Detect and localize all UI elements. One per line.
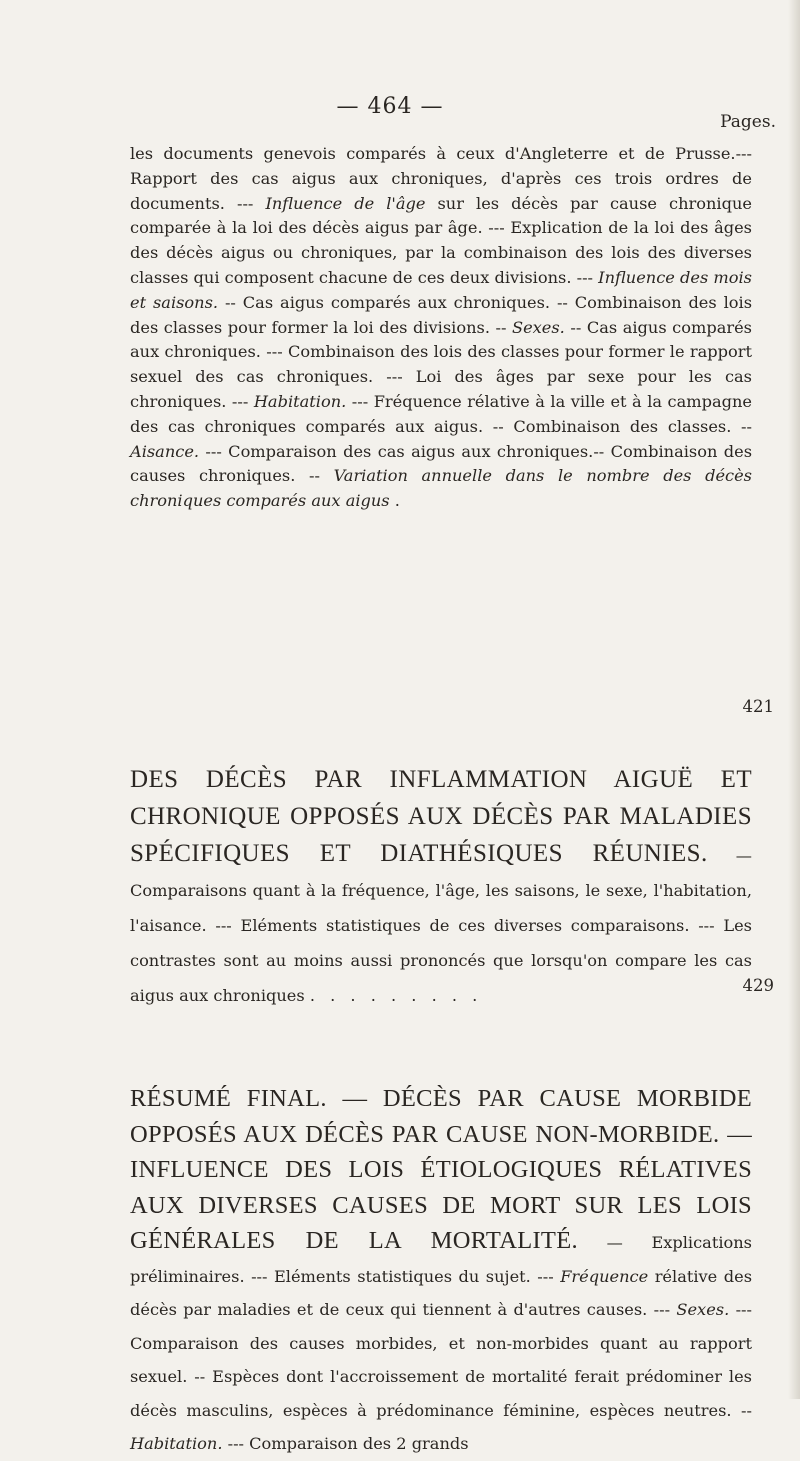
text-run: --- Comparaison des 2 grands: [222, 1434, 469, 1453]
italic-run: Variation annuelle dans le nombre des décès chroniques comparés aux aigus: [130, 466, 752, 511]
text-run: .: [389, 491, 400, 511]
toc-entry-continued: [130, 142, 752, 514]
section-heading: RÉSUMÉ FINAL. — DÉCÈS PAR CAUSE MORBIDE OPPOSÉS AUX DÉCÈS PAR CAUSE NON-MORBIDE. — INFLUENCE DES LOIS ÉTIOLOGIQUES RÉLATIVES AUX DIVERSES CAUSES DE MORT SUR LES LOIS GÉNÉRALES DE LA MORTALITÉ.: [130, 1085, 752, 1254]
italic-run: Fréquence: [560, 1266, 649, 1286]
italic-run: Habitation.: [253, 391, 347, 411]
italic-run: Sexes.: [511, 317, 565, 337]
section-heading: DES DÉCÈS PAR INFLAMMATION AIGUË ET CHRONIQUE OPPOSÉS AUX DÉCÈS PAR MALADIES SPÉCIFIQUES ET DIATHÉSIQUES RÉUNIES.: [130, 766, 752, 867]
text-run: rélative des décès par maladies et de ceux qui tiennent à d'autres causes. ---: [130, 1266, 752, 1319]
text-run: — Explications préliminaires. --- Eléments statistiques du sujet. ---: [130, 1233, 752, 1286]
italic-run: Sexes.: [676, 1300, 730, 1319]
text-run: -- Cas aigus comparés aux chroniques. --- Combinaison des lois des classes pour former le rapport sexuel des cas chroniques. --- Loi des âges par sexe pour les cas chroniques. ---: [130, 317, 752, 411]
text-run: sur les décès par cause chronique comparée à la loi des décès aigus par âge. --- Explication de la loi des âges des décès aigus ou chroniques, par la combinaison des lois des diverses classes qui composent chacune de ces deux divisions. ---: [130, 193, 752, 287]
section-text: [130, 762, 752, 1013]
page-number: — 464 —: [336, 94, 444, 119]
italic-run: Influence des mois et saisons.: [130, 267, 752, 312]
italic-run: Aisance.: [130, 441, 200, 461]
text-run: --- Comparaison des causes morbides, et non-morbides quant au rapport sexuel. -- Espèces dont l'accroissement de mortalité ferait prédominer les décès masculins, espèces à prédominance féminine, espèces neutres. --: [130, 1300, 752, 1420]
page-edge-shadow: [788, 0, 800, 1399]
text-run: --- Comparaison des cas aigus aux chroniques.-- Combinaison des causes chroniques. --: [130, 441, 752, 486]
dot-leaders: . . . . . . . . .: [309, 986, 483, 1005]
entry-text: [130, 142, 752, 514]
italic-run: Habitation.: [130, 1434, 223, 1453]
text-run: les documents genevois comparés à ceux d'Angleterre et de Prusse.--- Rapport des cas aigus aux chroniques, d'après ces trois ordres de documents. ---: [130, 144, 752, 213]
toc-section-inflammation: [130, 762, 752, 1013]
section-detail: [130, 1233, 752, 1453]
section-detail: — Comparaisons quant à la fréquence, l'âge, les saisons, le sexe, l'habitation, l'aisance. --- Eléments statistiques de ces diverses comparaisons. --- Les contrastes sont au moins aussi prononcés que lorsqu'on compare les cas aigus aux chroniques: [130, 846, 752, 1005]
text-run: -- Cas aigus comparés aux chroniques. -- Combinaison des lois des classes pour former la loi des divisions. --: [130, 292, 753, 337]
italic-run: Influence de l'âge: [265, 193, 426, 213]
toc-section-resume-final: [130, 1082, 752, 1461]
section-page-number: 429: [742, 976, 774, 995]
section-text: [130, 1082, 752, 1461]
text-run: --- Fréquence rélative à la ville et à la campagne des cas chroniques comparés aux aigus. -- Combinaison des classes. --: [130, 391, 752, 436]
pages-column-label: Pages.: [720, 112, 776, 132]
entry-page-number: 421: [742, 697, 774, 716]
